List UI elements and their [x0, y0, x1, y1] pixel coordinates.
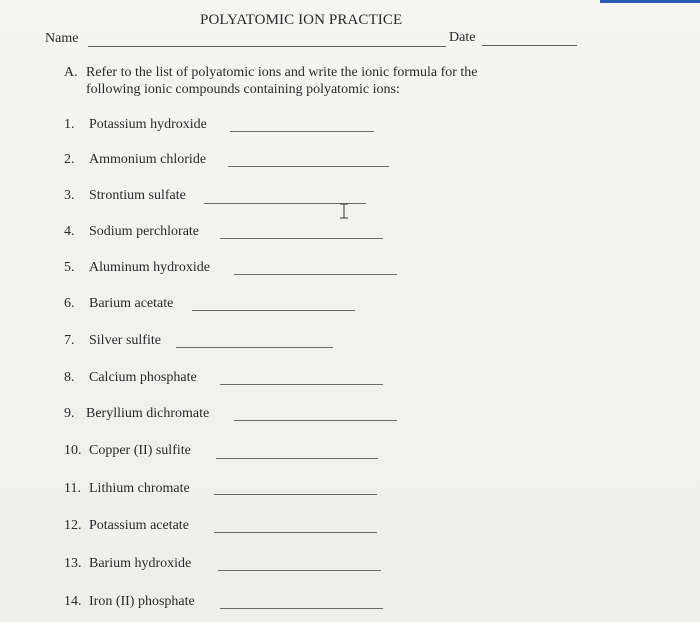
- item-number: 11.: [64, 481, 81, 496]
- item-label: Aluminum hydroxide: [89, 260, 210, 275]
- name-blank-line: [88, 46, 446, 47]
- item-number: 13.: [64, 556, 82, 571]
- list-item: [64, 518, 189, 534]
- answer-line: [230, 131, 374, 132]
- item-number: 10.: [64, 443, 82, 458]
- list-item: [64, 152, 206, 168]
- item-label: Sodium perchlorate: [89, 224, 200, 239]
- item-number: 9.: [64, 406, 75, 421]
- item-label: Calcium phosphate: [89, 370, 197, 385]
- instructions: [64, 64, 544, 98]
- item-number: 6.: [64, 296, 75, 311]
- list-item: [64, 296, 173, 312]
- item-label: Ammonium chloride: [89, 152, 207, 167]
- item-number: 3.: [64, 188, 75, 203]
- list-item: [64, 406, 209, 422]
- list-item: [64, 117, 207, 133]
- page-title: POLYATOMIC ION PRACTICE: [200, 12, 403, 28]
- list-item: [64, 556, 191, 572]
- item-number: 5.: [64, 260, 75, 275]
- list-item: [64, 188, 186, 204]
- item-label: Silver sulfite: [89, 333, 161, 348]
- section-letter: A.: [64, 65, 78, 80]
- list-item: [64, 443, 191, 459]
- item-label: Barium acetate: [89, 296, 174, 311]
- item-label: Copper (II) sulfite: [89, 443, 191, 458]
- item-number: 1.: [64, 117, 75, 132]
- name-label: Name: [45, 31, 79, 46]
- window-top-strip: [600, 0, 700, 3]
- list-item: [64, 260, 210, 276]
- date-label: Date: [449, 30, 476, 45]
- list-item: [64, 333, 161, 349]
- list-item: [64, 594, 195, 610]
- answer-line: [218, 570, 381, 571]
- item-label: Iron (II) phosphate: [89, 594, 195, 609]
- item-number: 4.: [64, 224, 75, 239]
- answer-line: [214, 494, 377, 495]
- text-cursor-icon: [338, 203, 350, 219]
- item-number: 12.: [64, 518, 82, 533]
- answer-line: [214, 532, 377, 533]
- item-label: Potassium hydroxide: [89, 117, 207, 132]
- list-item: [64, 224, 199, 240]
- item-label: Potassium acetate: [89, 518, 189, 533]
- answer-line: [220, 608, 383, 609]
- instructions-text-1: Refer to the list of polyatomic ions and write the ionic formula for the: [86, 65, 478, 80]
- instructions-line-1: [64, 64, 544, 81]
- item-label: Barium hydroxide: [89, 556, 192, 571]
- list-item: [64, 370, 197, 386]
- item-label: Beryllium dichromate: [86, 406, 210, 421]
- item-label: Lithium chromate: [89, 481, 190, 496]
- date-blank-line: [482, 45, 577, 46]
- answer-line: [220, 384, 383, 385]
- list-item: [64, 481, 190, 497]
- answer-line: [176, 347, 333, 348]
- answer-line: [228, 166, 389, 167]
- answer-line: [234, 420, 397, 421]
- instructions-line-2: following ionic compounds containing polyatomic ions:: [86, 82, 400, 97]
- item-number: 2.: [64, 152, 75, 167]
- answer-line: [234, 274, 397, 275]
- item-number: 7.: [64, 333, 75, 348]
- answer-line: [216, 458, 378, 459]
- answer-line: [220, 238, 383, 239]
- answer-line: [192, 310, 355, 311]
- item-label: Strontium sulfate: [89, 188, 186, 203]
- item-number: 8.: [64, 370, 75, 385]
- item-number: 14.: [64, 594, 82, 609]
